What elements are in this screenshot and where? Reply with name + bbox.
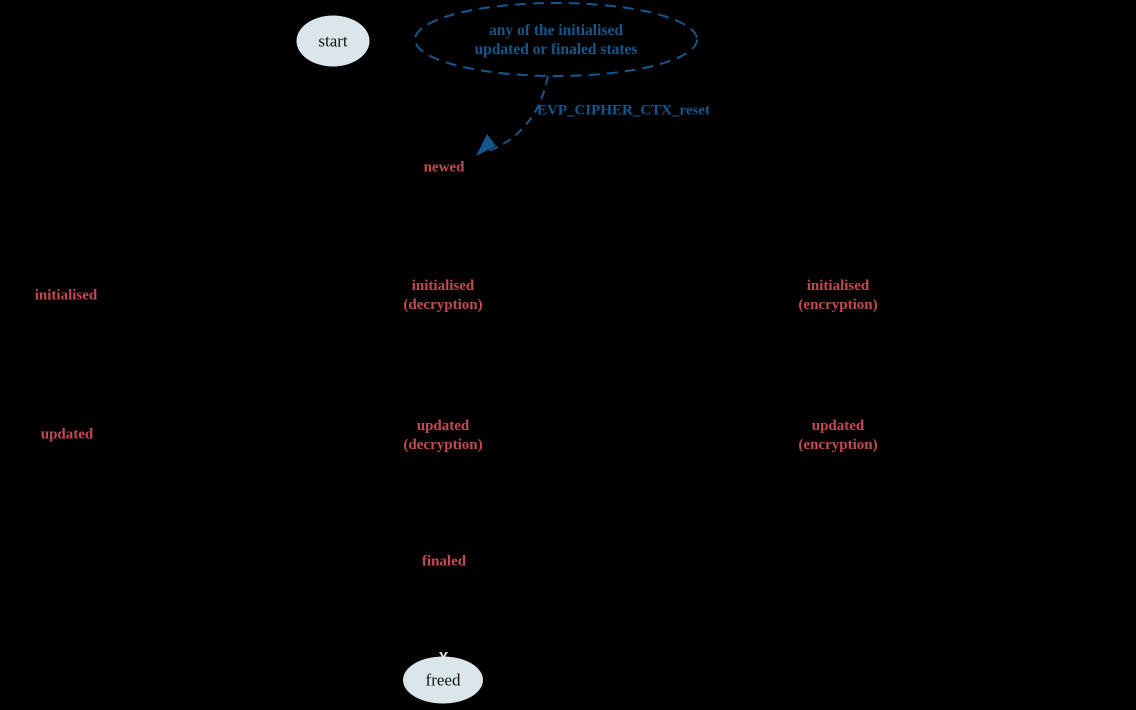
- reset-transition-label: EVP_CIPHER_CTX_reset: [537, 102, 711, 119]
- state-initialised-decryption: [403, 277, 482, 315]
- state-initialised-encryption: [798, 277, 877, 315]
- state-initialised-decryption-line2: (decryption): [403, 297, 483, 313]
- state-initialised: initialised: [34, 287, 98, 304]
- state-finaled: finaled: [421, 553, 467, 570]
- start-node: [297, 16, 370, 67]
- state-updated-decryption-line1: updated: [416, 418, 470, 434]
- state-initialised-encryption-line2: (encryption): [798, 297, 878, 313]
- state-newed: newed: [423, 159, 465, 176]
- any-states-cloud-line1: any of the initialised: [489, 22, 623, 39]
- state-updated-encryption-line2: (encryption): [798, 437, 878, 453]
- state-initialised-decryption-line1: initialised: [411, 278, 475, 294]
- state-updated-encryption-line1: updated: [811, 418, 865, 434]
- freed-node: [403, 657, 483, 704]
- state-updated: updated: [40, 426, 94, 443]
- reset-arrowhead-icon: [476, 134, 496, 156]
- state-updated-decryption-line2: (decryption): [403, 437, 483, 453]
- state-updated-encryption: [798, 417, 877, 455]
- state-initialised-encryption-line1: initialised: [806, 278, 870, 294]
- start-node-label: start: [318, 31, 348, 50]
- any-states-cloud-line2: updated or finaled states: [474, 41, 638, 58]
- any-states-cloud-label: [475, 21, 638, 59]
- state-updated-decryption: [403, 417, 482, 455]
- freed-node-label: freed: [425, 670, 461, 689]
